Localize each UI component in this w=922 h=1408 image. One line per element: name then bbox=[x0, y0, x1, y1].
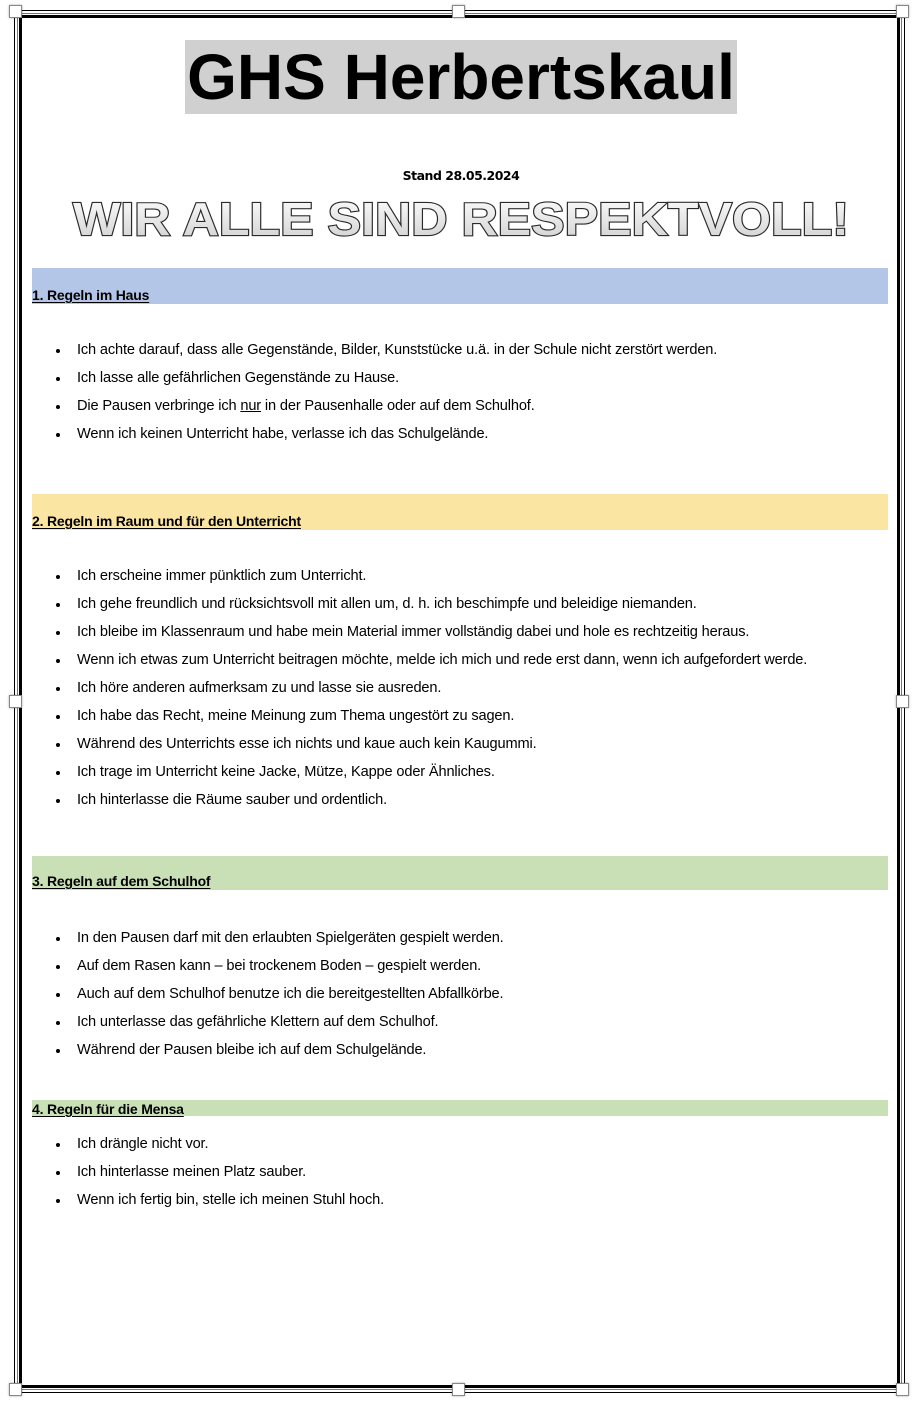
section-heading-1-text: 1. Regeln im Haus bbox=[32, 287, 150, 303]
motto-svg bbox=[61, 190, 861, 246]
rule-item: Während der Pausen bleibe ich auf dem Schulgelände. bbox=[52, 1036, 504, 1064]
rule-item: Auf dem Rasen kann – bei trockenem Boden – gespielt werden. bbox=[52, 952, 504, 980]
resize-handle-top-left[interactable] bbox=[9, 5, 22, 18]
rule-item: Ich lasse alle gefährlichen Gegenstände zu Hause. bbox=[52, 364, 717, 392]
rule-item: Ich gehe freundlich und rücksichtsvoll mit allen um, d. h. ich beschimpfe und beleidige niemanden. bbox=[52, 590, 807, 618]
motto-wordart bbox=[0, 190, 922, 246]
rule-item: Ich höre anderen aufmerksam zu und lasse sie ausreden. bbox=[52, 674, 807, 702]
rule-item bbox=[52, 392, 717, 420]
rule-text: Die Pausen verbringe ich bbox=[77, 398, 241, 414]
resize-handle-middle-left[interactable] bbox=[9, 695, 22, 708]
resize-handle-bottom-left[interactable] bbox=[9, 1383, 22, 1396]
rule-item: Ich trage im Unterricht keine Jacke, Mütze, Kappe oder Ähnliches. bbox=[52, 758, 807, 786]
section-heading-2 bbox=[32, 494, 888, 530]
rule-item: In den Pausen darf mit den erlaubten Spielgeräten gespielt werden. bbox=[52, 924, 504, 952]
rule-item: Wenn ich keinen Unterricht habe, verlasse ich das Schulgelände. bbox=[52, 420, 717, 448]
resize-handle-top-right[interactable] bbox=[896, 5, 909, 18]
section-heading-3-text: 3. Regeln auf dem Schulhof bbox=[32, 873, 211, 889]
rules-list-1 bbox=[52, 336, 717, 448]
rule-item: Wenn ich etwas zum Unterricht beitragen möchte, melde ich mich und rede erst dann, wenn ich aufgefordert werde. bbox=[52, 646, 807, 674]
rule-emphasis: nur bbox=[240, 398, 262, 414]
title-container bbox=[0, 40, 922, 114]
rules-list-3 bbox=[52, 924, 504, 1064]
section-heading-1 bbox=[32, 268, 888, 304]
resize-handle-top-center[interactable] bbox=[452, 5, 465, 18]
rule-item: Ich unterlasse das gefährliche Klettern auf dem Schulhof. bbox=[52, 1008, 504, 1036]
rule-item: Ich hinterlasse meinen Platz sauber. bbox=[52, 1158, 384, 1186]
school-title: GHS Herbertskaul bbox=[187, 41, 735, 113]
rule-text: in der Pausenhalle oder auf dem Schulhof. bbox=[261, 398, 535, 414]
section-heading-3 bbox=[32, 856, 888, 890]
rule-item: Auch auf dem Schulhof benutze ich die bereitgestellten Abfallkörbe. bbox=[52, 980, 504, 1008]
section-heading-2-text: 2. Regeln im Raum und für den Unterricht bbox=[32, 513, 301, 529]
rules-list-2 bbox=[52, 562, 807, 814]
section-heading-4 bbox=[32, 1100, 888, 1116]
rule-item: Wenn ich fertig bin, stelle ich meinen Stuhl hoch. bbox=[52, 1186, 384, 1214]
rule-item: Während des Unterrichts esse ich nichts und kaue auch kein Kaugummi. bbox=[52, 730, 807, 758]
resize-handle-bottom-right[interactable] bbox=[896, 1383, 909, 1396]
revision-date: Stand 28.05.2024 bbox=[402, 168, 520, 183]
rule-item: Ich habe das Recht, meine Meinung zum Thema ungestört zu sagen. bbox=[52, 702, 807, 730]
resize-handle-middle-right[interactable] bbox=[896, 695, 909, 708]
rule-item: Ich drängle nicht vor. bbox=[52, 1130, 384, 1158]
motto-text: WIR ALLE SIND RESPEKTVOLL! bbox=[73, 193, 849, 245]
rule-item: Ich erscheine immer pünktlich zum Unterricht. bbox=[52, 562, 807, 590]
resize-handle-bottom-center[interactable] bbox=[452, 1383, 465, 1396]
rules-list-4 bbox=[52, 1130, 384, 1214]
rule-item: Ich hinterlasse die Räume sauber und ordentlich. bbox=[52, 786, 807, 814]
section-heading-4-text: 4. Regeln für die Mensa bbox=[32, 1101, 184, 1117]
rule-item: Ich achte darauf, dass alle Gegenstände, Bilder, Kunststücke u.ä. in der Schule nicht zerstört werden. bbox=[52, 336, 717, 364]
rule-item: Ich bleibe im Klassenraum und habe mein Material immer vollständig dabei und hole es rechtzeitig heraus. bbox=[52, 618, 807, 646]
